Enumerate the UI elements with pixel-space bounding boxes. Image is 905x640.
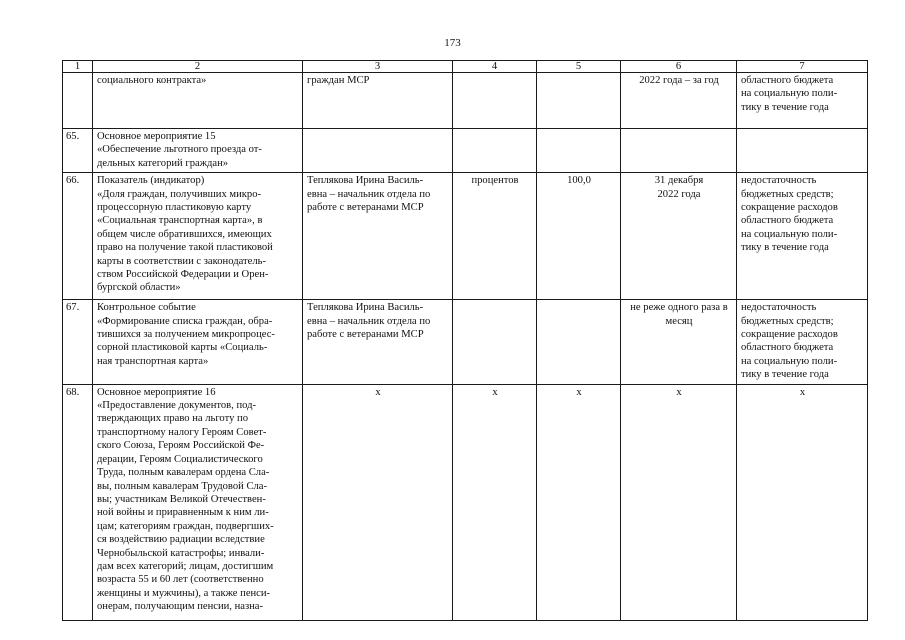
deadline: 2022 года – за год <box>621 73 737 129</box>
risks: недостаточность бюджетных средств; сокращение расходов областного бюджета на социальную поли- тику в течение года <box>737 173 868 300</box>
row-number: 68. <box>63 384 93 620</box>
responsible-person: x <box>303 384 453 620</box>
event-name: Основное мероприятие 15 «Обеспечение льготного проезда от- дельных категорий граждан» <box>93 129 303 173</box>
deadline <box>621 129 737 173</box>
unit-of-measure: x <box>453 384 537 620</box>
unit-of-measure <box>453 129 537 173</box>
risks: недостаточность бюджетных средств; сокращение расходов областного бюджета на социальную поли- тику в течение года <box>737 300 868 384</box>
table-row <box>63 384 868 620</box>
column-header-3: 3 <box>303 61 453 73</box>
deadline: 31 декабря 2022 года <box>621 173 737 300</box>
unit-of-measure <box>453 73 537 129</box>
column-header-7: 7 <box>737 61 868 73</box>
target-value: 100,0 <box>537 173 621 300</box>
column-header-6: 6 <box>621 61 737 73</box>
row-number: 65. <box>63 129 93 173</box>
responsible-person <box>303 129 453 173</box>
target-value <box>537 300 621 384</box>
page-number: 173 <box>444 37 461 49</box>
event-name: Показатель (индикатор) «Доля граждан, получивших микро- процессорную пластиковую карту «Социальная транспортная карта», в общем числе обратившихся, имеющих право на получение такой пластиковой карты в соответствии с законодатель- ством Российской Федерации и Орен- бургской области» <box>93 173 303 300</box>
risks: областного бюджета на социальную поли- тику в течение года <box>737 73 868 129</box>
target-value <box>537 73 621 129</box>
table-row <box>63 73 868 129</box>
event-name: Основное мероприятие 16 «Предоставление документов, под- тверждающих право на льготу по транспортному налогу Героям Совет- ского Союза, Героям Российской Фе- дерации, Героям Социалистического Труда, полным кавалерам ордена Сла- вы, полным кавалерам Трудовой Сла- вы; участникам Великой Отечествен- ной войны и приравненным к ним ли- цам; категориям граждан, подвергших- ся воздействию радиации вследствие Чернобыльской катастрофы; инвали- дам всех категорий; лицам, достигшим возраста 55 и 60 лет (соответственно женщины и мужчины), а также пенси- онерам, получающим пенсии, назна- <box>93 384 303 620</box>
row-number: 66. <box>63 173 93 300</box>
target-value <box>537 129 621 173</box>
table-row <box>63 300 868 384</box>
column-header-1: 1 <box>63 61 93 73</box>
column-header-5: 5 <box>537 61 621 73</box>
row-number: 67. <box>63 300 93 384</box>
target-value: x <box>537 384 621 620</box>
risks: x <box>737 384 868 620</box>
deadline: x <box>621 384 737 620</box>
event-name: Контрольное событие «Формирование списка граждан, обра- тившихся за получением микропроцес- сорной пластиковой карты «Социаль- ная транспортная карта» <box>93 300 303 384</box>
column-header-4: 4 <box>453 61 537 73</box>
risks <box>737 129 868 173</box>
unit-of-measure <box>453 300 537 384</box>
table-row <box>63 173 868 300</box>
unit-of-measure: процентов <box>453 173 537 300</box>
column-header-2: 2 <box>93 61 303 73</box>
table-row <box>63 129 868 173</box>
deadline: не реже одного раза в месяц <box>621 300 737 384</box>
document-table <box>62 60 868 621</box>
row-number <box>63 73 93 129</box>
column-number-header-row <box>63 61 868 73</box>
event-name: социального контракта» <box>93 73 303 129</box>
responsible-person: Теплякова Ирина Василь- евна – начальник отдела по работе с ветеранами МСР <box>303 300 453 384</box>
responsible-person: Теплякова Ирина Василь- евна – начальник отдела по работе с ветеранами МСР <box>303 173 453 300</box>
responsible-person: граждан МСР <box>303 73 453 129</box>
